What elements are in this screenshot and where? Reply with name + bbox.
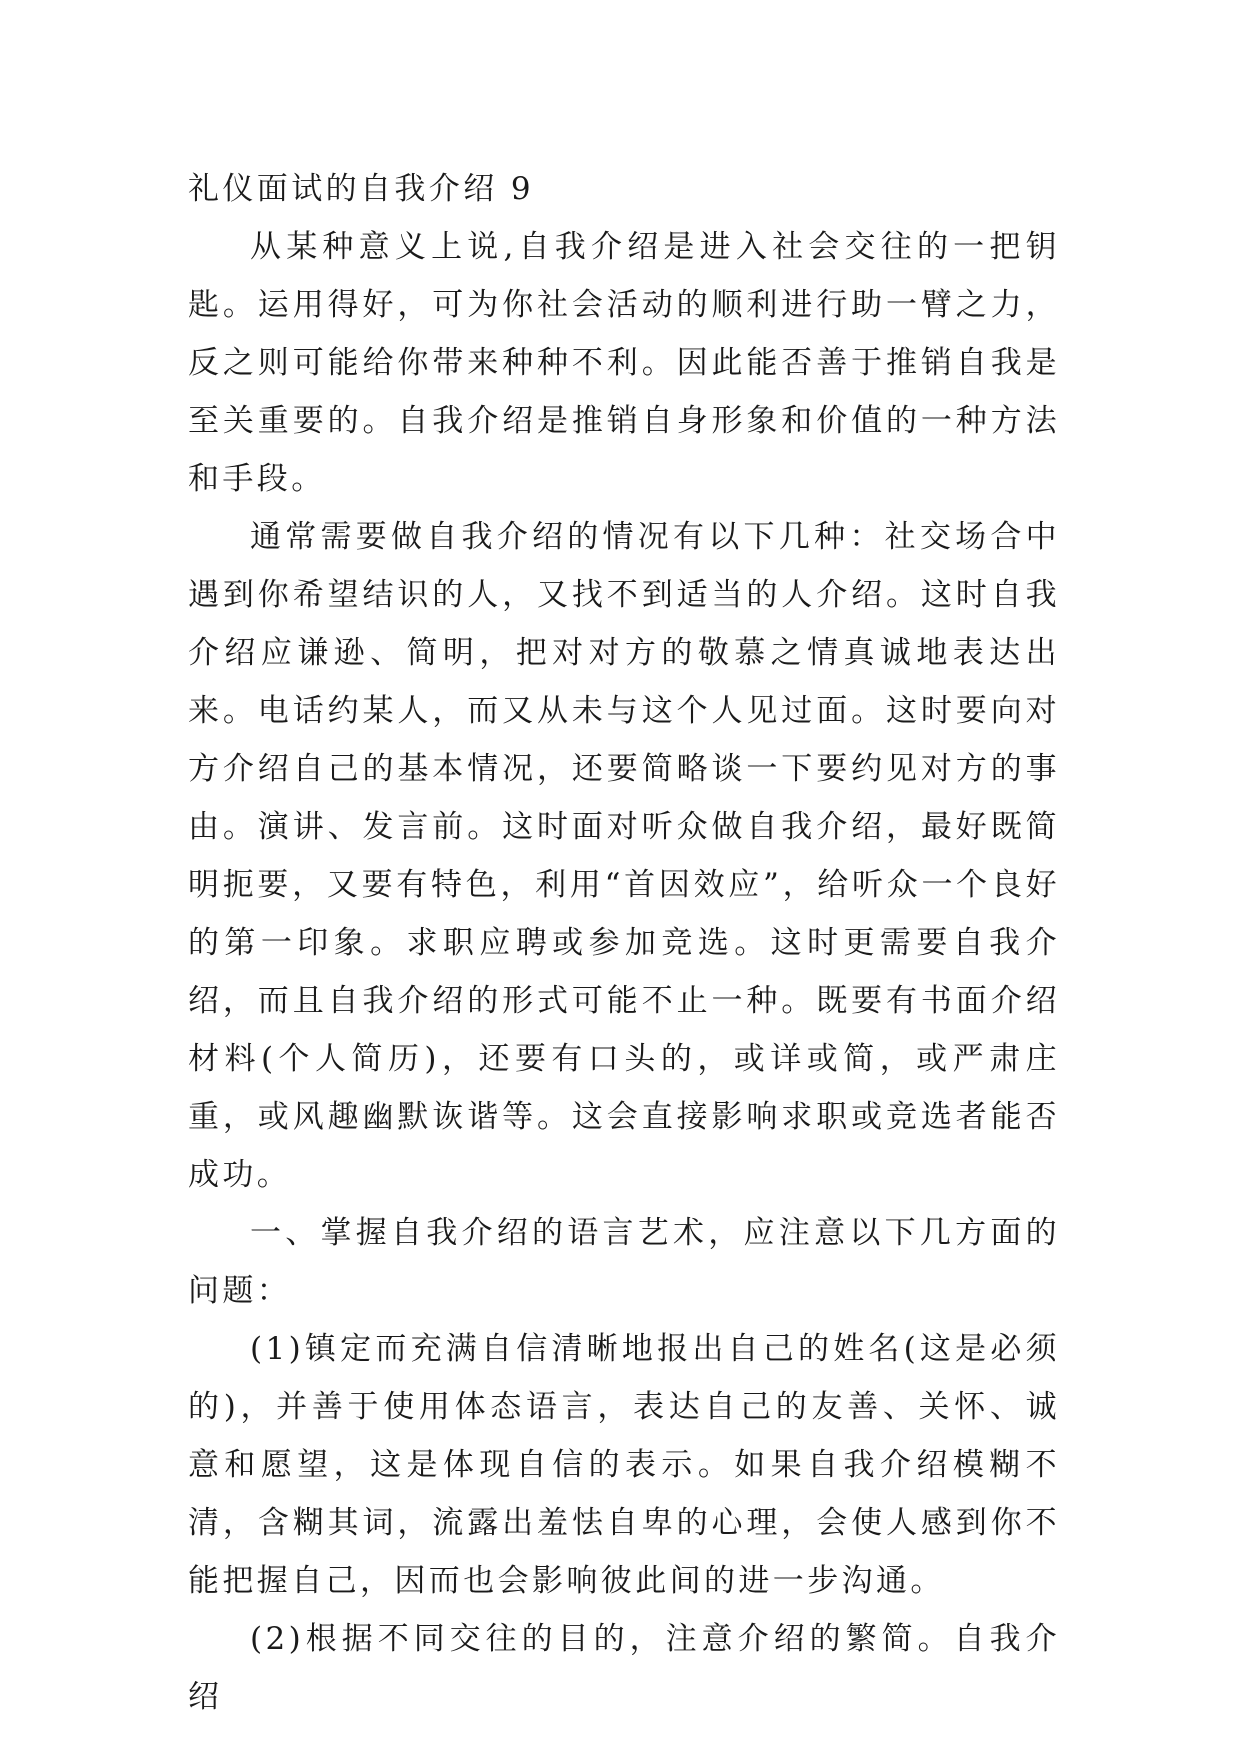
paragraph-situations: 通常需要做自我介绍的情况有以下几种：社交场合中遇到你希望结识的人，又找不到适当的人介绍。这时自我介绍应谦逊、简明，把对对方的敬慕之情真诚地表达出来。电话约某人，而又从未与这个人见过面。这时要向对方介绍自己的基本情况，还要简略谈一下要约见对方的事由。演讲、发言前。这时面对听众做自我介绍，最好既简明扼要，又要有特色，利用“首因效应”，给听众一个良好的第一印象。求职应聘或参加竞选。这时更需要自我介绍，而且自我介绍的形式可能不止一种。既要有书面介绍材料(个人简历)，还要有口头的，或详或简，或严肃庄重，或风趣幽默诙谐等。这会直接影响求职或竞选者能否成功。 [188,519,1060,1193]
paragraph-point-2: (2)根据不同交往的目的，注意介绍的繁简。自我介绍 [188,1621,1060,1715]
paragraph-point-1: (1)镇定而充满自信清晰地报出自己的姓名(这是必须的)，并善于使用体态语言，表达自己的友善、关怀、诚意和愿望，这是体现自信的表示。如果自我介绍模糊不清，含糊其词，流露出羞怯自卑的心理，会使人感到你不能把握自己，因而也会影响彼此间的进一步沟通。 [188,1331,1060,1599]
document-body [188,160,1060,1726]
paragraph-section-one-heading: 一、掌握自我介绍的语言艺术，应注意以下几方面的问题： [188,1215,1060,1309]
paragraph-intro: 从某种意义上说,自我介绍是进入社会交往的一把钥匙。运用得好，可为你社会活动的顺利进行助一臂之力，反之则可能给你带来种种不利。因此能否善于推销自我是至关重要的。自我介绍是推销自身形象和价值的一种方法和手段。 [188,229,1060,497]
document-title: 礼仪面试的自我介绍 9 [188,171,534,207]
